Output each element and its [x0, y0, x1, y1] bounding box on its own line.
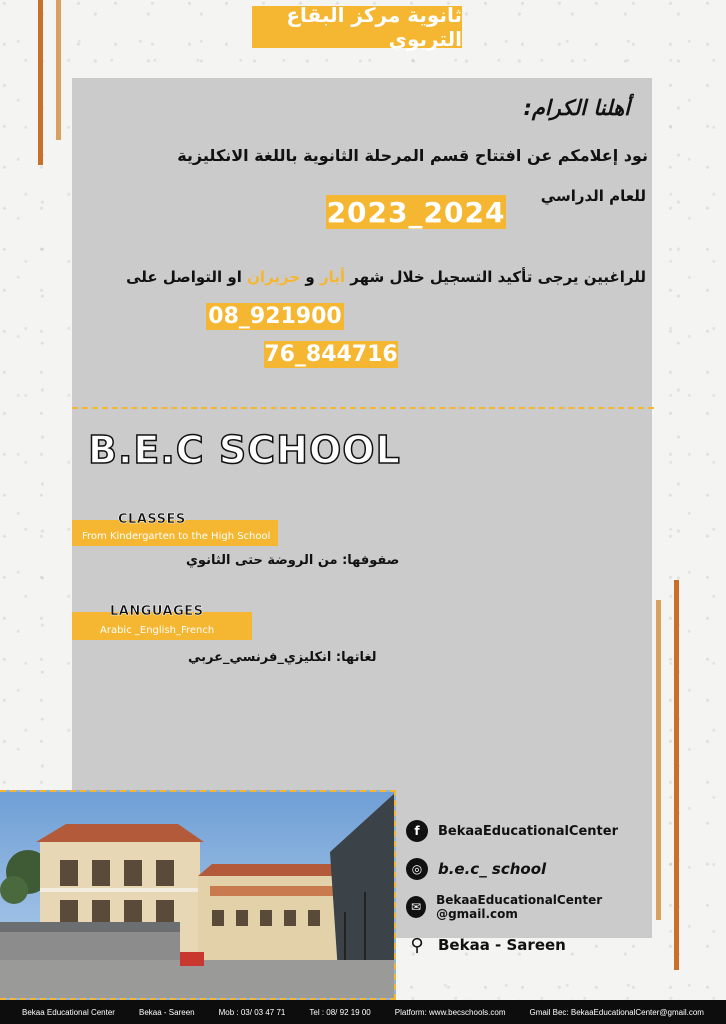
contact-instagram[interactable]: [406, 850, 666, 888]
announcement-line3: [126, 268, 646, 286]
classes-subtitle: From Kindergarten to the High School: [82, 531, 271, 542]
footer-tel: Tel : 08/ 92 19 00: [309, 1007, 371, 1017]
footer-location: Bekaa - Sareen: [139, 1007, 195, 1017]
decor-line: [38, 0, 43, 165]
instagram-icon: ◎: [406, 858, 428, 880]
conjunction: و: [305, 268, 315, 286]
email-address: BekaaEducationalCenter @gmail.com: [436, 893, 603, 921]
footer-center: Bekaa Educational Center: [22, 1007, 115, 1017]
location-text: Bekaa - Sareen: [438, 936, 566, 954]
line3-part2: او التواصل على: [126, 268, 242, 286]
greeting: أهلنا الكرام:: [523, 96, 630, 120]
section-divider: [72, 407, 654, 409]
instagram-handle: b.e.c_ school: [438, 860, 547, 878]
facebook-icon: f: [406, 820, 428, 842]
contact-list: [406, 812, 666, 964]
contact-facebook[interactable]: [406, 812, 666, 850]
footer-platform[interactable]: Platform: www.becschools.com: [394, 1007, 506, 1017]
header-title: ثانوية مركز البقاع التربوي: [286, 3, 462, 51]
school-photo: [0, 790, 396, 1000]
languages-heading: LANGUAGES: [110, 604, 204, 619]
contact-location: [406, 926, 666, 964]
footer-mobile: Mob : 03/ 03 47 71: [218, 1007, 286, 1017]
month-june: حزيران: [247, 268, 301, 286]
contact-email[interactable]: [406, 888, 666, 926]
decor-line: [56, 0, 61, 140]
header-tab: [252, 3, 462, 51]
footer-bar: [0, 1000, 726, 1024]
facebook-handle: BekaaEducationalCenter: [438, 823, 618, 839]
languages-subtitle: Arabic _English_French: [100, 625, 215, 636]
location-pin-icon: ⚲: [410, 934, 424, 956]
classes-arabic: صفوفها: من الروضة حتى الثانوي: [186, 553, 400, 568]
school-title: B.E.C SCHOOL: [88, 428, 401, 472]
announcement-line1: نود إعلامكم عن افتتاح قسم المرحلة الثانوية باللغة الانكليزية: [177, 146, 648, 165]
footer-gmail[interactable]: Gmail Bec: BekaaEducationalCenter@gmail.com: [529, 1007, 704, 1017]
phone-mobile[interactable]: 76_844716: [264, 342, 398, 367]
classes-heading: CLASSES: [118, 512, 186, 527]
line3-part1: للراغبين يرجى تأكيد التسجيل خلال شهر: [350, 268, 646, 286]
mail-icon: ✉: [406, 896, 426, 918]
month-may: أيار: [319, 268, 346, 286]
decor-line: [674, 580, 679, 970]
announcement-line2: للعام الدراسي: [540, 187, 646, 205]
languages-arabic: لغاتها: انكليزي_فرنسي_عربي: [188, 650, 377, 665]
year-badge: 2023_2024: [326, 195, 506, 229]
phone-landline[interactable]: 08_921900: [206, 303, 344, 330]
